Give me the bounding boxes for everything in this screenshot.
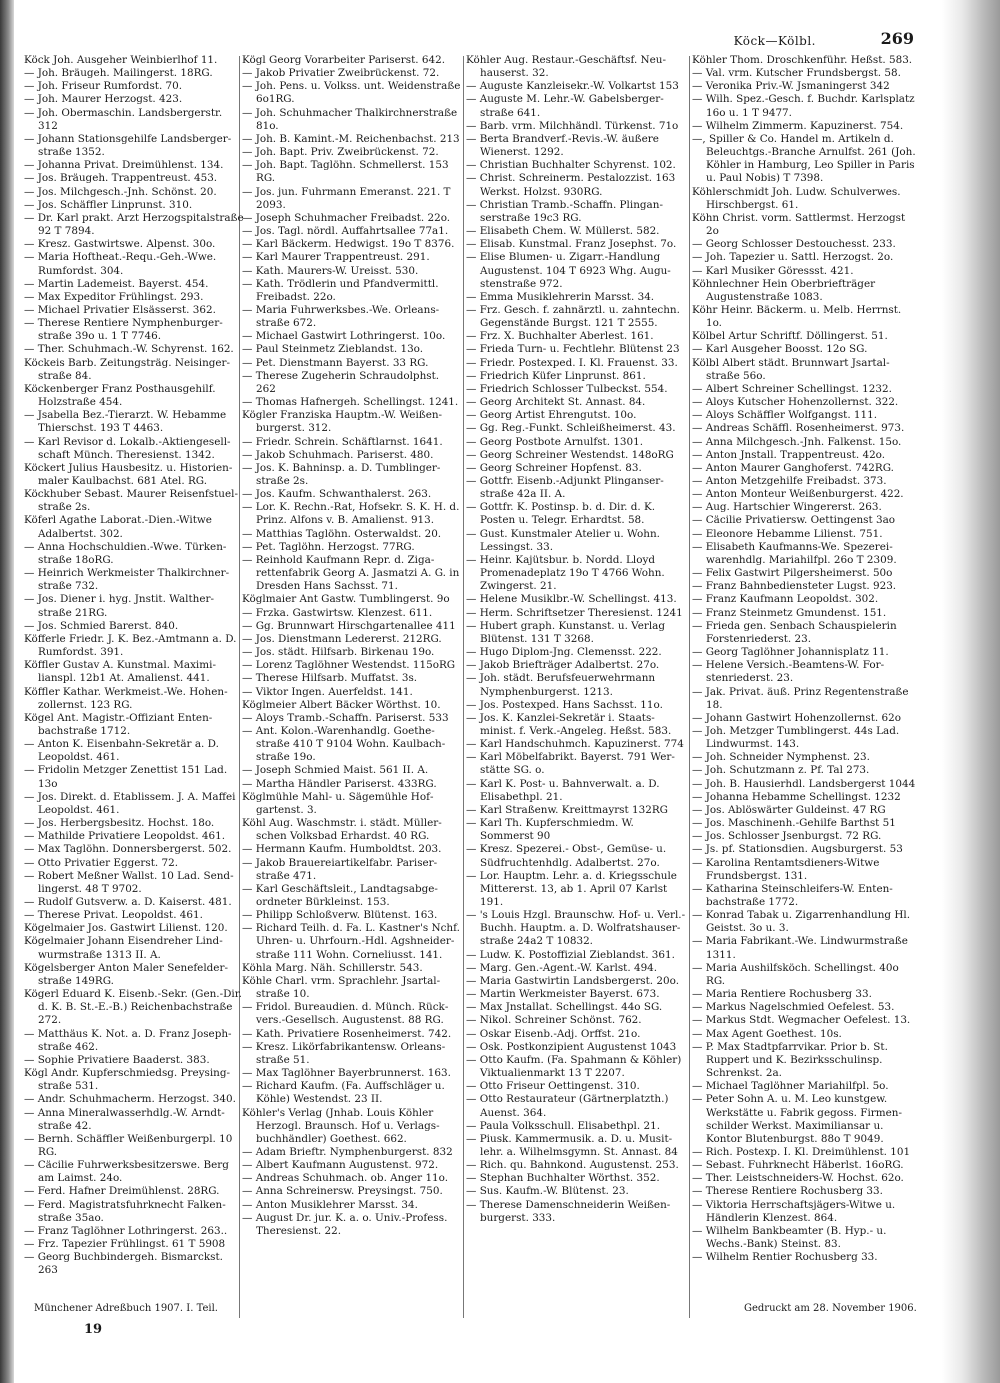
directory-entry: Kögler Franziska Hauptm.-W. Weißenburgerst. 312. (242, 409, 443, 435)
directory-entry: — Franz Steinmetz Gmundenst. 151. (692, 606, 887, 619)
directory-entry: Köck Joh. Ausgeher Weinbierlhof 11. (24, 54, 218, 66)
directory-entry: — Aug. Hartschier Wingererst. 263. (692, 501, 882, 514)
directory-entry: Kögelmaier Johann Eisendreher Lindwurmstraße 1313 II. A. (24, 935, 223, 961)
directory-entry: — Karl Th. Kupferschmiedm. W. Sommerst 90 (466, 817, 634, 843)
directory-entry: — Dr. Karl prakt. Arzt Herzogspitalstraße 92 T 7894. (24, 211, 244, 238)
directory-entry: — Andreas Schuhmach. ob. Anger 11o. (242, 1172, 449, 1185)
directory-entry: — Aloys Tramb.-Schaffn. Pariserst. 533 (242, 711, 449, 724)
directory-entry: — Ferd. Magistratsfuhrknecht Falkenstraße 35ao. (24, 1198, 226, 1224)
directory-entry: — Js. pf. Stationsdien. Augsburgerst. 53 (692, 843, 903, 856)
directory-entry: — Michael Gastwirt Lothringerst. 10o. (242, 330, 446, 343)
directory-entry: — Jak. Privat. äuß. Prinz Regentenstraße 18. (692, 685, 909, 711)
directory-entry: —, Spiller & Co. Handel m. Artikeln d. Beleuchtgs.-Branche Arnulfst. 261 (Joh. Köhler in Hamburg, Leo Spiller in Paris u. Paul Nobis) T 7398. (692, 132, 916, 185)
directory-entry: — Andr. Schuhmacherm. Herzogst. 340. (24, 1093, 236, 1106)
directory-entry: — Anton Metzgehilfe Freibadst. 373. (692, 475, 887, 487)
directory-entry: — Hermann Kaufm. Humboldtst. 203. (242, 843, 442, 856)
directory-entry: — Maria Fuhrwerksbes.-We. Orleansstraße 672. (242, 303, 440, 330)
directory-entry: — Jos. Ablöswärter Guldeinst. 47 RG (692, 803, 886, 816)
directory-entry: — Karl Handschuhmch. Kapuzinerst. 774 (466, 738, 684, 751)
directory-entry: Köhlerschmidt Joh. Ludw. Schulverwes. Hirschbergst. 61. (692, 185, 901, 211)
directory-entry: — Joh. B. Hausierhdl. Landsbergerst 1044 (692, 777, 916, 790)
directory-entry: Kögl Andr. Kupferschmiedsg. Preysingstraße 531. (24, 1067, 231, 1093)
directory-entry: — Jakob Privatier Zweibrückenst. 72. (242, 67, 440, 80)
directory-entry: Köglmeier Albert Bäcker Wörthst. 10. (242, 698, 441, 711)
directory-entry: — Lor. K. Rechn.-Rat, Hofsekr. S. K. H. d. Prinz. Alfons v. B. Amalienst. 913. (242, 501, 460, 527)
directory-entry: — Otto Privatier Eggerst. 72. (24, 856, 179, 869)
directory-entry: — Ther. Schuhmach.-W. Schyrenst. 162. (24, 343, 234, 356)
directory-entry: Kögl Georg Vorarbeiter Pariserst. 642. (242, 54, 446, 66)
directory-entry: — Viktoria Herrschaftsjägers-Witwe u. Händlerin Klenzest. 864. (692, 1198, 896, 1224)
directory-entry: — Bernh. Schäffler Weißenburgerpl. 10 RG. (24, 1132, 233, 1158)
directory-entry: — Kresz. Spezerei.- Obst-, Gemüse- u. Südfruchtenhdlg. Adalbertst. 27o. (466, 843, 667, 869)
directory-entry: — Johanna Hebamme Schellingst. 1232 (692, 790, 901, 803)
directory-entry: — Albert Schreiner Schellingst. 1232. (692, 382, 892, 395)
directory-entry: — Fridol. Bureaudien. d. Münch. Rückvers.-Gesellsch. Augustenst. 88 RG. (242, 1001, 449, 1027)
directory-entry: — Katharina Steinschleifers-W. Entenbachstraße 1772. (692, 882, 893, 908)
directory-entry: — Ferd. Hafner Dreimühlenst. 28RG. (24, 1185, 220, 1198)
directory-entry: — Michael Taglöhner Mariahilfpl. 5o. (692, 1080, 889, 1093)
directory-entry: — Viktor Ingen. Auerfeldst. 141. (242, 685, 413, 698)
binding-edge-shadow (0, 0, 14, 1383)
directory-entry: — Ther. Leistschneiders-W. Hochst. 62o. (692, 1172, 904, 1185)
directory-entry: — Max Jnstallat. Schellingst. 44o SG. (466, 1001, 663, 1014)
footer-print-date: Gedruckt am 28. November 1906. (744, 1303, 917, 1314)
directory-entry: — Frieda Turn- u. Fechtlehr. Blütenst 23 (466, 343, 680, 356)
directory-entry: — Lorenz Taglöhner Westendst. 115oRG (242, 659, 456, 672)
directory-entry: — Jos. K. Kanzlei-Sekretär i. Staatsminist. f. Verk.-Angeleg. Heßst. 583. (466, 711, 672, 737)
directory-entry: Köhl Aug. Waschmstr. i. städt. Müllerschen Volksbad Erhardst. 40 RG. (242, 817, 442, 843)
directory-entry: — Hubert graph. Kunstanst. u. Verlag Blütenst. 131 T 3268. (466, 619, 666, 645)
page-header (14, 28, 914, 50)
directory-entry: — Joh. Metzger Tumblingerst. 44s Lad. Lindwurmst. 143. (692, 724, 900, 751)
directory-entry: Kölbl Albert städt. Brunnwart Jsartalstraße 56o. (692, 356, 890, 382)
directory-entry: — Jos. Kaufm. Schwanthalerst. 263. (242, 488, 432, 501)
directory-entry: — Herm. Schriftsetzer Theresienst. 1241 (466, 606, 683, 619)
directory-entry: — Karl Bäckerm. Hedwigst. 19o T 8376. (242, 238, 455, 251)
directory-entry: — Elise Blumen- u. Zigarr.-Handlung Augustenst. 104 T 6923 Whg. Augustenstraße 972. (466, 251, 671, 290)
directory-entry: — Joh. Schuhmacher Thalkirchnerstraße 81o. (242, 106, 458, 132)
directory-entry: — Rich. qu. Bahnkond. Augustenst. 253. (466, 1159, 679, 1172)
directory-entry: — Sus. Kaufm.-W. Blütenst. 23. (466, 1185, 629, 1198)
directory-entry: Köhler Aug. Restaur.-Geschäftsf. Neuhauserst. 32. (466, 54, 667, 80)
directory-entry: — Sophie Privatiere Baaderst. 383. (24, 1053, 210, 1066)
directory-entry: — Friedr. Schrein. Schäftlarnst. 1641. (242, 435, 443, 448)
directory-entry: — Gottfr. K. Postinsp. b. d. Dir. d. K. Posten u. Telegr. Erhardtst. 58. (466, 501, 656, 527)
directory-entry: — Jakob Schuhmach. Pariserst. 480. (242, 448, 434, 461)
directory-entry: — Jos. Diener i. hyg. Jnstit. Waltherstraße 21RG. (24, 593, 214, 619)
directory-entry: — Martin Lademeist. Bayerst. 454. (24, 277, 209, 290)
directory-entry: — Markus Nagelschmied Oefelest. 53. (692, 1001, 895, 1014)
directory-entry: — Elisabeth Chem. W. Müllerst. 582. (466, 225, 660, 238)
directory-entry: — Ant. Kolon.-Warenhandlg. Goethestraße 410 T 9104 Wohn. Kaulbachstraße 19o. (242, 724, 446, 764)
directory-entry: — Jos. städt. Hilfsarb. Birkenau 19o. (242, 646, 435, 659)
directory-entry: — Joh. Schutzmann z. Pf. Tal 273. (692, 764, 870, 777)
directory-entry: — Adam Brieftr. Nymphenburgerst. 832 (242, 1145, 453, 1158)
directory-entry: — Veronika Priv.-W. Jsmaningerst 342 (692, 80, 890, 93)
directory-entry: — Georg Taglöhner Johannisplatz 11. (692, 646, 889, 659)
directory-entry: — Johanna Privat. Dreimühlenst. 134. (24, 159, 224, 172)
directory-entry: — Otto Kaufm. (Fa. Spahmann & Köhler) Viktualienmarkt 13 T 2207. (466, 1053, 682, 1080)
directory-entry: — Martin Werkmeister Bayerst. 673. (466, 988, 660, 1001)
directory-entry: — Kath. Privatiere Rosenheimerst. 742. (242, 1027, 452, 1040)
directory-entry: — Jos. Schäffler Linprunst. 310. (24, 198, 193, 211)
directory-entry: — Gg. Brunnwart Hirschgartenallee 411 (242, 619, 456, 632)
directory-entry: — Frzka. Gastwirtsw. Klenzest. 611. (242, 606, 433, 619)
directory-entry: Köhler Thom. Droschkenführ. Heßst. 583. (692, 54, 913, 66)
directory-entry: — Gottfr. Eisenb.-Adjunkt Plinganserstraße 42a II. A. (466, 475, 664, 501)
directory-entry: — Georg Postbote Arnulfst. 1301. (466, 435, 644, 448)
directory-entry: — Karl Ausgeher Boosst. 12o SG. (692, 343, 868, 356)
directory-entry: — Eleonore Hebamme Lilienst. 751. (692, 527, 883, 540)
directory-entry: — Richard Kaufm. (Fa. Auffschläger u. Köhle) Westendst. 23 II. (242, 1080, 445, 1106)
directory-entry: — Helene Musiklbr.-W. Schellingst. 413. (466, 593, 677, 606)
directory-entry: — P. Max Stadtpfarrvikar. Prior b. St. Ruppert und K. Bezirksschulinsp. Schrenkst. 2a. (692, 1040, 888, 1080)
directory-entry: — Elisab. Kunstmal. Franz Josephst. 7o. (466, 238, 677, 251)
directory-entry: — Georg Architekt St. Annast. 84. (466, 396, 646, 409)
directory-entry: — Albert Kaufmann Augustenst. 972. (242, 1159, 439, 1172)
directory-entry: — Anton Maurer Ganghoferst. 742RG. (692, 461, 894, 474)
directory-entry: — Thomas Hafnergeh. Schellingst. 1241. (242, 396, 459, 409)
directory-entry: — Joh. städt. Berufsfeuerwehrmann Nymphenburgerst. 1213. (466, 672, 656, 698)
directory-entry: — Therese Zugeherin Schraudolphst. 262 (242, 369, 440, 395)
directory-entry: Kölbel Artur Schriftf. Döllingerst. 51. (692, 330, 888, 343)
directory-entry: — Kresz. Likörfabrikantensw. Orleansstraße 51. (242, 1040, 446, 1066)
directory-entry: — Friedr. Postexped. I. Kl. Frauenst. 33. (466, 356, 678, 369)
directory-entry: Köhle Charl. vrm. Sprachlehr. Jsartalstraße 10. (242, 974, 441, 1001)
directory-entry: — Kath. Maurers-W. Ureisst. 530. (242, 264, 419, 277)
directory-entry: — Joh. Bräugeh. Mailingerst. 18RG. (24, 67, 213, 80)
directory-entry: — Karl Geschäftsleit., Landtagsabgeordneter Bürkleinst. 153. (242, 882, 438, 908)
directory-entry: — Georg Buchbindergeh. Bismarckst. 263 (24, 1251, 223, 1277)
directory-entry: — Maria Hoftheat.-Requ.-Geh.-Wwe. Rumfordst. 304. (24, 251, 217, 277)
directory-entry: — Richard Teilh. d. Fa. L. Kastner's Nchf. Uhren- u. Uhrfourn.-Hdl. Agshneiderstraße 111 Wohn. Corneliusst. 141. (242, 922, 460, 961)
directory-entry: — Philipp Schloßverw. Blütenst. 163. (242, 909, 438, 922)
directory-entry: — Karl Musiker Göressst. 421. (692, 264, 854, 277)
directory-entry: — Jos. Schlosser Jsenburgst. 72 RG. (692, 830, 882, 843)
directory-entry: — Ludw. K. Postoffizial Zieblandst. 361. (466, 948, 675, 961)
directory-entry: Köckenberger Franz Posthausgehilf. Holzstraße 454. (24, 382, 216, 409)
directory-entry: — Joh. B. Kamint.-M. Reichenbachst. 213 (242, 132, 460, 145)
directory-entry: — Reinhold Kaufmann Repr. d. Zigarettenfabrik Georg A. Jasmatzi A. G. in Dresden Hans Sachsst. 71. (242, 553, 460, 593)
directory-entry: — Wilhelm Zimmerm. Kapuzinerst. 754. (692, 119, 904, 132)
directory-entry: — Max Taglöhner Bayerbrunnerst. 163. (242, 1067, 451, 1080)
directory-entry: — Auguste Kanzleisekr.-W. Volkartst 153 (466, 80, 679, 93)
directory-entry: — Franz Taglöhner Lothringerst. 263.. (24, 1224, 228, 1237)
page-edge-shadow (942, 0, 1000, 1383)
directory-entry: — Jos. Maschinenh.-Gehilfe Barthst 51 (692, 817, 896, 830)
directory-entry: — Anton K. Eisenbahn-Sekretär a. D. Leopoldst. 461. (24, 738, 219, 764)
directory-column-3 (466, 54, 686, 1318)
directory-entry: — Cäcilie Fuhrwerksbesitzerswe. Berg am Laimst. 24o. (24, 1159, 229, 1185)
directory-entry: — Piusk. Kammermusik. a. D. u. Musitlehr. a. Wilhelmsgymn. St. Annast. 84 (466, 1132, 678, 1158)
directory-entry: — Mathilde Privatiere Leopoldst. 461. (24, 830, 225, 843)
directory-entry: — Emma Musiklehrerin Marsst. 34. (466, 290, 655, 303)
directory-entry: — Otto Restaurateur (Gärtnerplatzth.) Auenst. 364. (466, 1093, 669, 1119)
directory-entry: — Lor. Hauptm. Lehr. a. d. Kriegsschule Mittererst. 13, ab 1. April 07 Karlst 191. (466, 869, 677, 908)
directory-entry: — Joh. Obermaschin. Landsbergerstr. 312 (24, 106, 223, 132)
directory-entry: — Jsabella Bez.-Tierarzt. W. Hebamme Thierschst. 193 T 4463. (24, 409, 227, 435)
directory-entry: — Jos. Milchgesch.-Jnh. Schönst. 20. (24, 185, 217, 198)
directory-entry: — Pet. Taglöhn. Herzogst. 77RG. (242, 540, 415, 553)
directory-entry: Köhn Christ. vorm. Sattlermst. Herzogst 2o (692, 211, 906, 238)
directory-entry: — Therese Rentiere Nymphenburgerstraße 39o u. 1 T 7746. (24, 317, 223, 343)
directory-entry: — Frz. X. Buchhalter Aberlest. 161. (466, 330, 654, 343)
directory-entry: — Georg Schreiner Westendst. 148oRG (466, 448, 674, 461)
directory-entry: — Therese Rentiere Rochusberg 33. (692, 1185, 883, 1198)
directory-entry: — Jos. Tagl. nördl. Auffahrtsallee 77a1. (242, 225, 449, 238)
directory-entry: — Christ. Schreinerm. Pestalozzist. 163 Werkst. Holzst. 930RG. (466, 172, 676, 198)
directory-entry: — Wilhelm Bankbeamter (B. Hyp.- u. Wechs.-Bank) Steinst. 83. (692, 1224, 887, 1251)
directory-entry: Köferl Agathe Laborat.-Dien.-Witwe Adalbertst. 302. (24, 514, 212, 540)
directory-entry: — Anton Musiklehrer Marsst. 34. (242, 1198, 418, 1211)
directory-entry: Köhler's Verlag (Jnhab. Louis Köhler Herzogl. Braunsch. Hof u. Verlagsbuchhändler) Goethest. 662. (242, 1106, 440, 1145)
directory-entry: — Joseph Schuhmacher Freibadst. 22o. (242, 211, 451, 224)
directory-entry: Köckert Julius Hausbesitz. u. Historienmaler Kaulbachst. 681 Atel. RG. (24, 461, 233, 487)
directory-entry: Kögelmaier Jos. Gastwirt Lilienst. 120. (24, 922, 228, 935)
directory-entry: — Georg Artist Ehrengutst. 10o. (466, 409, 637, 422)
directory-entry: — Frz. Tapezier Frühlingst. 61 T 5908 (24, 1238, 226, 1251)
directory-entry: — Kath. Trödlerin und Pfandvermittl. Freibadst. 22o. (242, 277, 439, 303)
directory-entry: — Jos. Direkt. d. Etablissem. J. A. Maffei Leopoldst. 461. (24, 790, 236, 816)
directory-column-2 (242, 54, 462, 1318)
directory-entry: Köfferle Friedr. J. K. Bez.-Amtmann a. D. Rumfordst. 391. (24, 632, 237, 659)
directory-entry: — Matthäus K. Not. a. D. Franz Josephstraße 462. (24, 1027, 232, 1053)
directory-entry: — Helene Versich.-Beamtens-W. Forstenriederst. 23. (692, 659, 885, 685)
directory-entry: — Joh. Friseur Rumfordst. 70. (24, 80, 183, 93)
directory-entry: — Anna Hochschuldien.-Wwe. Türkenstraße 18oRG. (24, 540, 227, 566)
running-head: Köck—Kölbl. (733, 34, 816, 48)
directory-entry: — Sebast. Fuhrknecht Häberlst. 16oRG. (692, 1159, 904, 1172)
directory-entry: — Christian Buchhalter Schyrenst. 102. (466, 159, 676, 172)
directory-entry: — Wilhelm Rentier Rochusberg 33. (692, 1251, 878, 1264)
directory-entry: — Jos. Postexped. Hans Sachsst. 11o. (466, 698, 663, 711)
directory-entry: — Konrad Tabak u. Zigarrenhandlung Hl. Geistst. 3o u. 3. (692, 909, 911, 935)
directory-entry: Köckhuber Sebast. Maurer Reisenfstuelstraße 2s. (24, 488, 238, 514)
directory-entry: — Anna Milchgesch.-Jnh. Falkenst. 15o. (692, 435, 902, 448)
directory-entry: — Hugo Diplom-Jng. Clemensst. 222. (466, 646, 662, 659)
directory-column-1 (24, 54, 244, 1318)
directory-entry: — Joh. Bapt. Taglöhn. Schmellerst. 153 RG. (242, 159, 449, 185)
directory-entry: — Franz Bahnbediensteter Lugst. 923. (692, 580, 897, 593)
directory-entry: — 's Louis Hzgl. Braunschw. Hof- u. Verl.-Buchh. Hauptm. a. D. Wolfratshauserstraße 24a2 T 10832. (466, 909, 686, 948)
directory-entry: — Therese Damenschneiderin Weißenburgerst. 333. (466, 1198, 671, 1224)
directory-entry: — Johann Stationsgehilfe Landsbergerstraße 1352. (24, 132, 232, 159)
directory-entry: — Gust. Kunstmaler Atelier u. Wohn. Lessingst. 33. (466, 527, 660, 553)
directory-entry: — Val. vrm. Kutscher Frundsbergst. 58. (692, 67, 901, 80)
directory-entry: — Anna Mineralwasserhdlg.-W. Arndtstraße 42. (24, 1106, 225, 1132)
directory-entry: — Jos. jun. Fuhrmann Emeranst. 221. T 2093. (242, 185, 451, 211)
directory-entry: Köckeis Barb. Zeitungsträg. Neisingerstraße 84. (24, 356, 231, 382)
directory-entry: — Anton Jnstall. Trappentreust. 42o. (692, 448, 886, 461)
directory-entry: — Georg Schlosser Destouchesst. 233. (692, 238, 896, 251)
footer-imprint: Münchener Adreßbuch 1907. I. Teil. (34, 1303, 218, 1314)
directory-entry: — Elisabeth Kaufmanns-We. Spezereiwarenhdlg. Mariahilfpl. 26o T 2309. (692, 540, 897, 566)
directory-entry: — Aloys Schäffler Wolfgangst. 111. (692, 409, 878, 422)
directory-entry: — Jakob Brauereiartikelfabr. Pariserstraße 471. (242, 856, 438, 882)
directory-entry: — Johann Gastwirt Hohenzollernst. 62o (692, 711, 901, 724)
directory-entry: — Max Expeditor Frühlingst. 293. (24, 290, 204, 303)
directory-entry: — Osk. Postkonzipient Augustenst 1043 (466, 1040, 677, 1053)
directory-entry: — Heinrich Werkmeister Thalkirchnerstraße 732. (24, 567, 230, 593)
directory-page (14, 0, 942, 1383)
directory-entry: — Max Taglöhn. Donnersbergerst. 502. (24, 843, 232, 856)
directory-entry: — Christian Tramb.-Schaffn. Plinganserstraße 19c3 RG. (466, 198, 663, 224)
directory-entry: — Cäcilie Privatiersw. Oettingenst 3ao (692, 514, 896, 527)
directory-entry: — Friedrich Küfer Linprunst. 861. (466, 369, 646, 382)
directory-entry: — Joh. Schneider Nymphenst. 23. (692, 751, 870, 764)
directory-entry: — Wilh. Spez.-Gesch. f. Buchdr. Karlsplatz 16o u. 1 T 9477. (692, 93, 915, 119)
directory-entry: — Michael Privatier Elsässerst. 362. (24, 303, 216, 316)
directory-entry: — Maria Rentiere Rochusberg 33. (692, 988, 872, 1001)
directory-entry: Köhla Marg. Näh. Schillerstr. 543. (242, 961, 423, 974)
directory-entry: — Felix Gastwirt Pilgersheimerst. 50o (692, 567, 893, 580)
directory-entry: — Maria Fabrikant.-We. Lindwurmstraße 1311. (692, 935, 908, 961)
directory-entry: — Markus Stdt. Wegmacher Oefelest. 13. (692, 1014, 911, 1027)
directory-entry: — Jakob Briefträger Adalbertst. 27o. (466, 659, 660, 672)
directory-entry: — Karl Straßenw. Kreittmayrst 132RG (466, 803, 668, 816)
directory-entry: — Matthias Taglöhn. Osterwaldst. 20. (242, 527, 442, 540)
directory-entry: — Jos. Dienstmann Ledererst. 212RG. (242, 632, 442, 645)
directory-entry: — Otto Friseur Oettingenst. 310. (466, 1080, 640, 1093)
directory-entry: Kögelsberger Anton Maler Senefelderstraße 149RG. (24, 961, 228, 987)
directory-entry: — Joh. Tapezier u. Sattl. Herzogst. 2o. (692, 251, 894, 264)
directory-entry: — Auguste M. Lehr.-W. Gabelsbergerstraße 641. (466, 93, 664, 119)
footer-signature-number: 19 (84, 1322, 103, 1337)
directory-entry: Köhr Heinr. Bäckerm. u. Melb. Herrnst. 1o. (692, 303, 902, 330)
column-rule (689, 56, 690, 1318)
directory-entry: — Fridolin Metzger Zenettist 151 Lad. 13o (24, 764, 228, 790)
directory-entry: — Robert Meßner Wallst. 10 Lad. Sendlingerst. 48 T 9702. (24, 869, 234, 895)
directory-entry: — Andreas Schäffl. Rosenheimerst. 973. (692, 422, 905, 435)
directory-entry: Köffler Gustav A. Kunstmal. Maximilianspl. 12b1 At. Amalienst. 441. (24, 659, 216, 685)
directory-entry: — Pet. Dienstmann Bayerst. 33 RG. (242, 356, 429, 369)
directory-entry: — Gg. Reg.-Funkt. Schleißheimerst. 43. (466, 422, 676, 435)
directory-entry: — Paul Steinmetz Zieblandst. 13o. (242, 343, 424, 356)
directory-entry: — Kresz. Gastwirtswe. Alpenst. 30o. (24, 238, 216, 251)
directory-entry: — Stephan Buchhalter Wörthst. 352. (466, 1172, 660, 1185)
directory-entry: Kögel Ant. Magistr.-Offiziant Entenbachstraße 1712. (24, 711, 213, 737)
directory-entry: — Rich. Postexp. I. Kl. Dreimühlenst. 101 (692, 1145, 911, 1158)
directory-entry: — Therese Privat. Leopoldst. 461. (24, 909, 203, 922)
directory-entry: — Jos. Schmied Barerst. 840. (24, 619, 179, 632)
column-rule (463, 56, 464, 1318)
directory-column-4 (692, 54, 916, 1318)
directory-entry: — Karl Möbelfabrikt. Bayerst. 791 Werstätte SG. o. (466, 751, 675, 777)
directory-entry: Kögerl Eduard K. Eisenb.-Sekr. (Gen.-Dir. d. K. B. St.-E.-B.) Reichenbachstraße 272. (24, 988, 242, 1027)
directory-entry: — Karl Maurer Trappentreust. 291. (242, 251, 430, 264)
directory-entry: — Joh. Maurer Herzogst. 423. (24, 93, 183, 106)
directory-entry: — Karl K. Post- u. Bahnverwalt. a. D. Elisabethpl. 21. (466, 777, 660, 803)
directory-entry: Köhnlechner Hein Oberbriefträger Augustenstraße 1083. (692, 277, 876, 303)
directory-entry: — Karolina Rentamtsdieners-Witwe Frundsbergst. 131. (692, 856, 880, 882)
directory-entry: — Maria Gastwirtin Landsbergerst. 20o. (466, 974, 680, 987)
directory-entry: — Jos. Bräugeh. Trappentreust. 453. (24, 172, 218, 185)
directory-entry: — Maria Aushilfsköch. Schellingst. 40o RG. (692, 961, 899, 987)
directory-entry: Köglmühle Mahl- u. Sägemühle Hofgartenst. 3. (242, 790, 434, 816)
directory-entry: — Friedrich Schlosser Tulbeckst. 554. (466, 382, 668, 395)
directory-entry: — Franz Kaufmann Leopoldst. 302. (692, 593, 879, 606)
directory-entry: — Berta Brandverf.-Revis.-W. äußere Wienerst. 1292. (466, 132, 659, 159)
directory-entry: — Joseph Schmied Maist. 561 II. A. (242, 764, 429, 777)
directory-entry: — Peter Sohn A. u. M. Leo kunstgew. Werkstätte u. Fabrik gegoss. Firmenschilder Werkst. Maximiliansar u. Kontor Blutenburgst. 88o T 9049. (692, 1093, 902, 1145)
directory-entry: — Therese Hilfsarb. Muffatst. 3s. (242, 672, 418, 685)
directory-entry: — Jos. K. Bahninsp. a. D. Tumblingerstraße 2s. (242, 461, 441, 487)
directory-entry: — August Dr. jur. K. a. o. Univ.-Profess. Theresienst. 22. (242, 1211, 448, 1237)
directory-entry: Köffler Kathar. Werkmeist.-We. Hohenzollernst. 123 RG. (24, 685, 228, 711)
directory-entry: — Karl Revisor d. Lokalb.-Aktiengesellschaft Münch. Theresienst. 1342. (24, 435, 231, 461)
directory-entry: — Joh. Bapt. Priv. Zweibrückenst. 72. (242, 146, 439, 159)
directory-entry: — Marg. Gen.-Agent.-W. Karlst. 494. (466, 961, 658, 974)
directory-entry: — Martha Händler Pariserst. 433RG. (242, 777, 437, 790)
directory-entry: — Max Agent Goethest. 10s. (692, 1027, 842, 1040)
directory-entry: — Frieda gen. Senbach Schauspielerin Forstenriederst. 23. (692, 619, 897, 645)
directory-entry: — Frz. Gesch. f. zahnärztl. u. zahntechn. Gegenstände Burgst. 121 T 2555. (466, 303, 680, 330)
directory-entry: Köglmaier Ant Gastw. Tumblingerst. 9o (242, 593, 450, 606)
directory-entry: — Joh. Pens. u. Volkss. unt. Weidenstraße 6o1RG. (242, 80, 461, 106)
directory-entry: — Nikol. Schreiner Schönst. 762. (466, 1014, 642, 1027)
page-number: 269 (880, 29, 914, 48)
directory-entry: — Georg Schreiner Hopfenst. 83. (466, 461, 642, 474)
directory-entry: — Barb. vrm. Milchhändl. Türkenst. 71o (466, 119, 679, 132)
directory-entry: — Oskar Eisenb.-Adj. Orffst. 21o. (466, 1027, 641, 1040)
directory-entry: — Paula Volksschull. Elisabethpl. 21. (466, 1119, 661, 1132)
directory-entry: — Aloys Kutscher Hohenzollernst. 322. (692, 396, 899, 409)
directory-entry: — Jos. Herbergsbesitz. Hochst. 18o. (24, 817, 215, 830)
directory-entry: — Anna Schreinersw. Preysingst. 750. (242, 1185, 443, 1198)
directory-entry: — Heinr. Kajütsbur. b. Nordd. Lloyd Promenadeplatz 19o T 4766 Wohn. Zwingerst. 21. (466, 553, 665, 593)
directory-entry: — Rudolf Gutsverw. a. D. Kaiserst. 481. (24, 896, 232, 908)
directory-entry: — Anton Monteur Weißenburgerst. 422. (692, 488, 904, 501)
